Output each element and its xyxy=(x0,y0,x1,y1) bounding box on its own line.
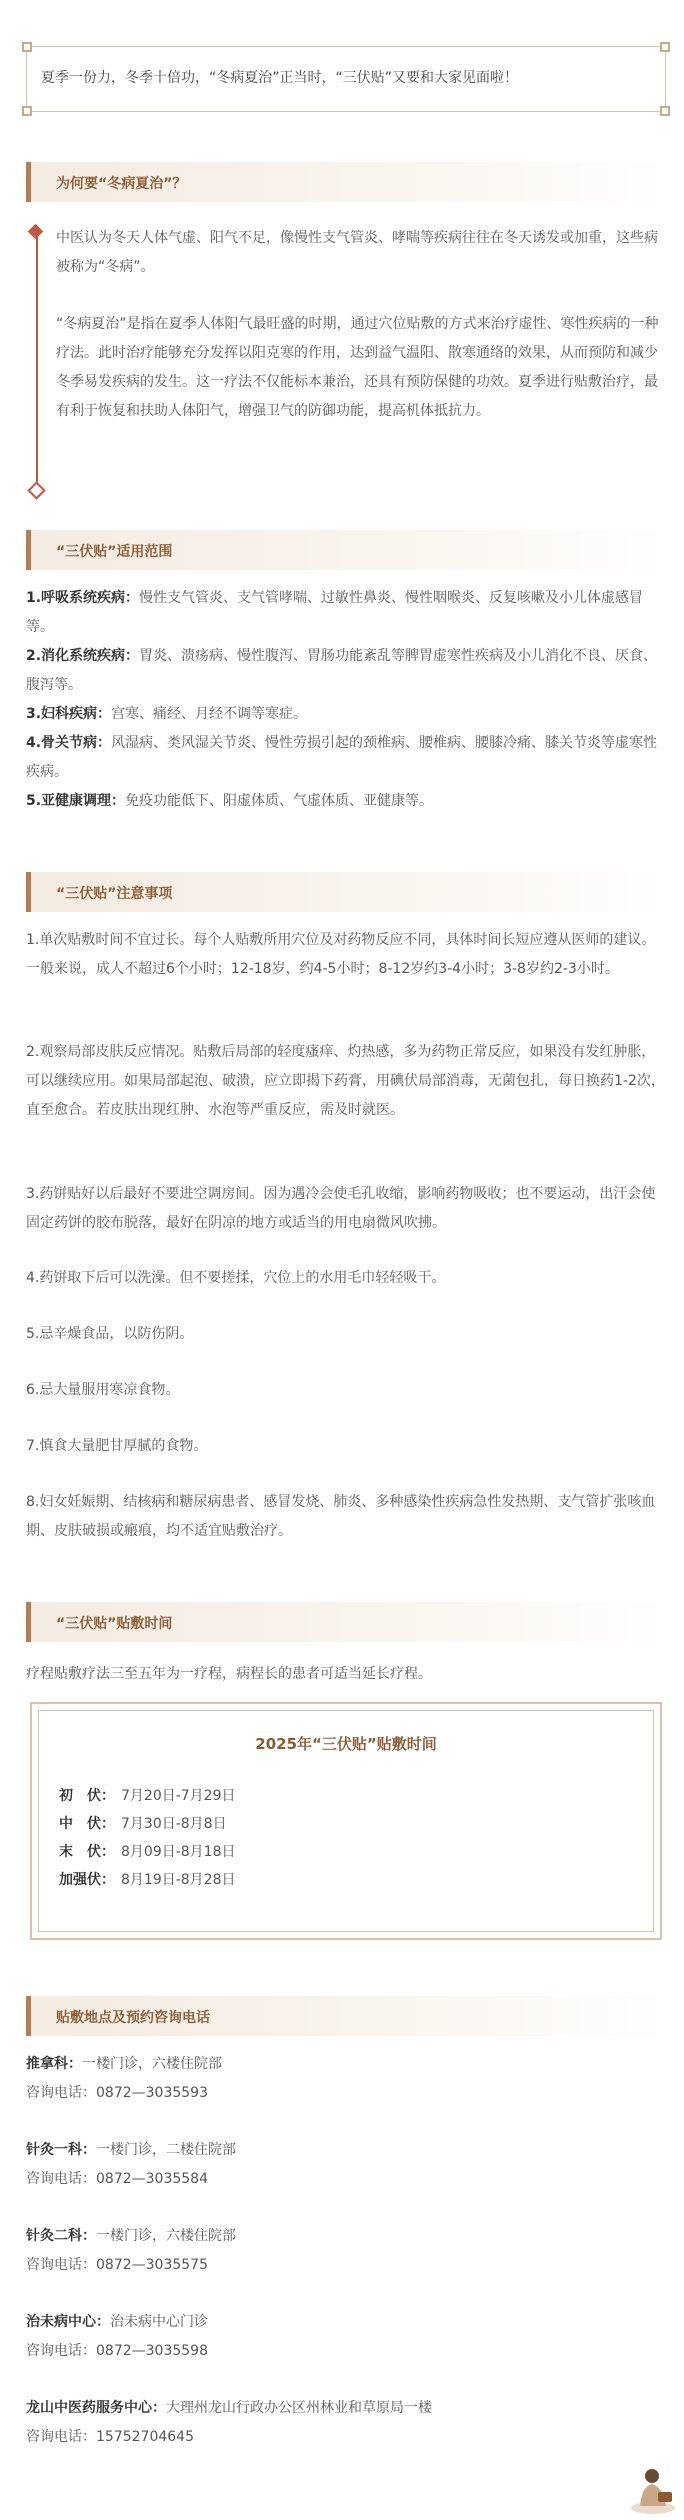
scope-list xyxy=(26,584,666,816)
paragraph: “冬病夏治”是指在夏季人体阳气最旺盛的时期，通过穴位贴敷的方式来治疗虚性、寒性疾病的一种疗法。此时治疗能够充分发挥以阳克寒的作用，达到益气温阳、散寒通络的效果，从而预防和减少冬季易发疾病的发生。这一疗法不仅能标本兼治，还具有预防保健的功效。夏季进行贴敷治疗，最有利于恢复和扶助人体阳气，增强卫气的防御功能，提高机体抵抗力。 xyxy=(56,316,659,419)
corner-ornament xyxy=(660,42,670,52)
header-accent-bar xyxy=(26,872,31,912)
course-description: 疗程贴敷疗法三至五年为一疗程，病程长的患者可适当延长疗程。 xyxy=(26,1666,432,1682)
section-title: “三伏贴”贴敷时间 xyxy=(56,1616,173,1632)
corner-ornament xyxy=(22,106,32,116)
section-header-time xyxy=(26,1602,666,1642)
phone-number: 咨询电话：0872—3035593 xyxy=(26,2085,208,2101)
list-item: 1.呼吸系统疾病：慢性支气管炎、支气管哮喘、过敏性鼻炎、慢性咽喉炎、反复咳嗽及小儿体虚感冒等。 xyxy=(26,590,644,635)
section-title: “三伏贴”注意事项 xyxy=(56,886,173,902)
note-item: 2.观察局部皮肤反应情况。贴敷后局部的轻度瘙痒、灼热感，多为药物正常反应，如果没有发红肿胀，可以继续应用。如果局部起泡、破溃，应立即揭下药膏，用碘伏局部消毒，无菌包扎，每日换药1-2次，直至愈合。若皮肤出现红肿、水泡等严重反应，需及时就医。 xyxy=(26,1044,665,1118)
header-accent-bar xyxy=(26,530,31,570)
note-item: 3.药饼贴好以后最好不要进空调房间。因为遇冷会使毛孔收缩，影响药物吸收；也不要运动，出汗会使固定药饼的胶布脱落，最好在阴凉的地方或适当的用电扇微风吹拂。 xyxy=(26,1186,656,1231)
contact-block: 针灸一科：一楼门诊，二楼住院部 咨询电话：0872—3035584 xyxy=(26,2136,666,2194)
note-item: 6.忌大量服用寒凉食物。 xyxy=(26,1382,180,1398)
schedule-title: 2025年“三伏贴”贴敷时间 xyxy=(255,1735,437,1753)
section-header-scope xyxy=(26,530,666,570)
phone-number: 咨询电话：0872—3035575 xyxy=(26,2257,208,2273)
note-item: 1.单次贴敷时间不宜过长。每个人贴敷所用穴位及对药物反应不同，具体时间长短应遵从医师的建议。一般来说，成人不超过6个小时；12-18岁，约4-5小时；8-12岁约3-4小时；3-8岁约2-3小时。 xyxy=(26,932,656,977)
list-item: 3.妇科疾病：宫寒、痛经、月经不调等寒症。 xyxy=(26,706,308,722)
section-title: 为何要“冬病夏治”？ xyxy=(56,176,187,192)
note-item: 8.妇女妊娠期、结核病和糖尿病患者、感冒发烧、肺炎、多种感染性疾病急性发热期、支气管扩张咳血期、皮肤破损或瘢痕，均不适宜贴敷治疗。 xyxy=(26,1494,656,1539)
corner-ornament xyxy=(660,106,670,116)
diamond-icon xyxy=(27,481,45,499)
section-header-notes xyxy=(26,872,666,912)
decorative-figure-icon xyxy=(628,2462,678,2516)
section-header-locations xyxy=(26,1996,666,2036)
section-header-why xyxy=(26,162,666,202)
intro-box xyxy=(26,46,666,112)
list-item: 2.消化系统疾病：胃炎、溃疡病、慢性腹泻、胃肠功能紊乱等脾胃虚寒性疾病及小儿消化不良、厌食、腹泻等。 xyxy=(26,648,658,693)
contact-block: 治未病中心：治未病中心门诊 咨询电话：0872—3035598 xyxy=(26,2308,666,2366)
note-item: 5.忌辛燥食品，以防伤阴。 xyxy=(26,1326,194,1342)
schedule-box xyxy=(30,1702,662,1940)
header-accent-bar xyxy=(26,162,31,202)
contact-block: 推拿科：一楼门诊，六楼住院部 咨询电话：0872—3035593 xyxy=(26,2050,666,2108)
list-item: 5.亚健康调理：免疫功能低下、阳虚体质、气虚体质、亚健康等。 xyxy=(26,793,434,809)
phone-number: 咨询电话：15752704645 xyxy=(26,2429,194,2445)
schedule-row: 加强伏： 8月19日-8月28日 xyxy=(59,1872,236,1888)
header-accent-bar xyxy=(26,1996,31,2036)
section-title: 贴敷地点及预约咨询电话 xyxy=(56,2010,210,2026)
schedule-row: 初 伏： 7月20日-7月29日 xyxy=(59,1788,236,1804)
paragraph: 中医认为冬天人体气虚、阳气不足，像慢性支气管炎、哮喘等疾病往往在冬天诱发或加重，这些病被称为“冬病”。 xyxy=(56,230,658,275)
note-item: 7.慎食大量肥甘厚腻的食物。 xyxy=(26,1438,208,1454)
schedule-row: 中 伏： 7月30日-8月8日 xyxy=(59,1816,227,1832)
section-title: “三伏贴”适用范围 xyxy=(56,544,173,560)
note-item: 4.药饼取下后可以洗澡。但不要搓揉，穴位上的水用毛巾轻轻吸干。 xyxy=(26,1270,446,1286)
header-accent-bar xyxy=(26,1602,31,1642)
diamond-icon xyxy=(28,224,44,240)
contact-block: 龙山中医药服务中心：大理州龙山行政办公区州林业和草原局一楼 咨询电话：15752704645 xyxy=(26,2394,666,2452)
intro-text: 夏季一份力，冬季十倍功，“冬病夏治”正当时，“三伏贴”又要和大家见面啦！ xyxy=(41,70,519,86)
contact-block: 针灸二科：一楼门诊，六楼住院部 咨询电话：0872—3035575 xyxy=(26,2222,666,2280)
schedule-row: 末 伏： 8月09日-8月18日 xyxy=(59,1844,236,1860)
corner-ornament xyxy=(22,42,32,52)
timeline-line xyxy=(36,228,38,490)
schedule-inner-frame xyxy=(38,1710,654,1932)
phone-number: 咨询电话：0872—3035598 xyxy=(26,2343,208,2359)
phone-number: 咨询电话：0872—3035584 xyxy=(26,2171,208,2187)
list-item: 4.骨关节病：风湿病、类风湿关节炎、慢性劳损引起的颈椎病、腰椎病、腰膝冷痛、膝关节炎等虚寒性疾病。 xyxy=(26,735,658,780)
